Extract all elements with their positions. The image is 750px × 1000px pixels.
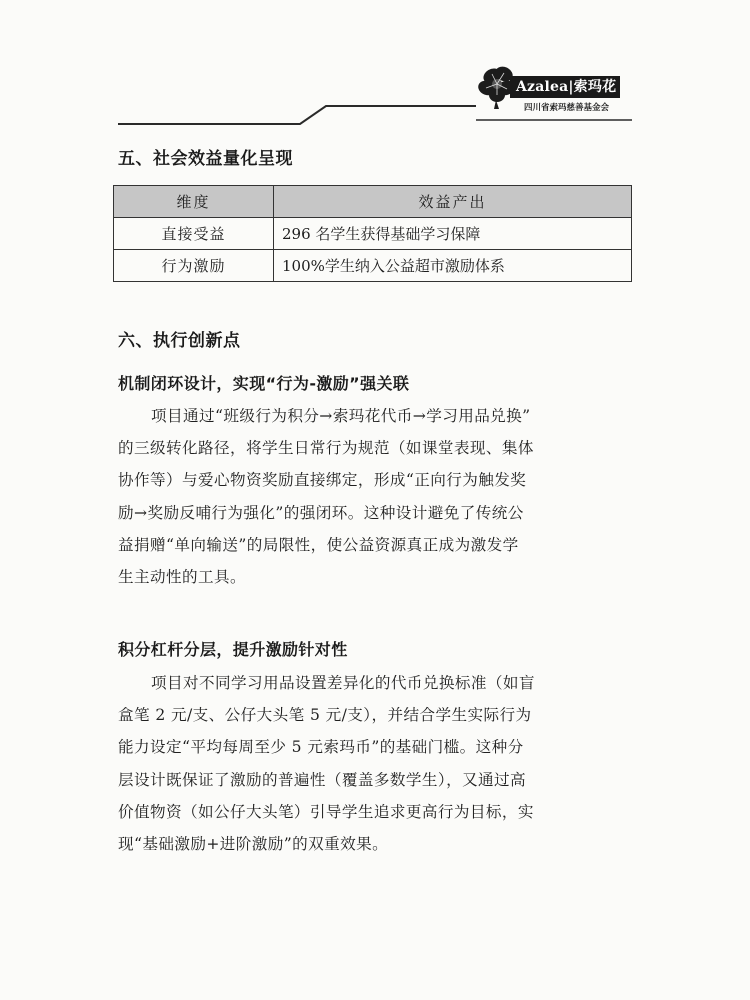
table-cell-output: 100%学生纳入公益超市激励体系: [274, 250, 632, 282]
section-6-heading: 六、执行创新点: [118, 331, 241, 351]
table-cell-output: 296 名学生获得基础学习保障: [274, 218, 632, 250]
point-1-title: 机制闭环设计，实现“行为-激励”强关联: [118, 374, 410, 393]
table-row: [114, 218, 632, 250]
point-1-paragraph: [118, 400, 638, 593]
header-divider-line: [0, 0, 750, 130]
table-cell-dimension: 行为激励: [114, 250, 274, 282]
paragraph-line: 协作等）与爱心物资奖励直接绑定，形成“正向行为触发奖: [118, 471, 527, 490]
paragraph-line: 现“基础激励+进阶激励”的双重效果。: [118, 835, 389, 854]
foundation-logo: [476, 62, 628, 120]
paragraph-line: 价值物资（如公仔大头笔）引导学生追求更高行为目标，实: [118, 802, 534, 821]
point-2-paragraph: [118, 667, 638, 860]
brand-name: Azalea|索玛花: [510, 76, 620, 98]
paragraph-line: 层设计既保证了激励的普遍性（覆盖多数学生），又通过高: [118, 770, 527, 789]
paragraph-line: 益捐赠“单向输送”的局限性，使公益资源真正成为激发学: [118, 535, 519, 554]
column-header-dimension: 维度: [114, 186, 274, 218]
paragraph-line: 盒笔 2 元/支、公仔大头笔 5 元/支），并结合学生实际行为: [118, 706, 532, 725]
table-cell-dimension: 直接受益: [114, 218, 274, 250]
table-header-row: [114, 186, 632, 218]
column-header-output: 效益产出: [274, 186, 632, 218]
point-2-title: 积分杠杆分层，提升激励针对性: [118, 640, 348, 659]
paragraph-line: 生主动性的工具。: [118, 568, 246, 587]
paragraph-line: 项目通过“班级行为积分→索玛花代币→学习用品兑换”: [151, 407, 531, 425]
table-row: [114, 250, 632, 282]
paragraph-line: 能力设定“平均每周至少 5 元索玛币”的基础门槛。这种分: [118, 738, 524, 757]
section-5-heading: 五、社会效益量化呈现: [118, 149, 293, 169]
foundation-name: 四川省索玛慈善基金会: [524, 103, 610, 113]
paragraph-line: 励→奖励反哺行为强化”的强闭环。这种设计避免了传统公: [118, 503, 524, 522]
paragraph-line: 项目对不同学习用品设置差异化的代币兑换标准（如盲: [151, 674, 535, 692]
paragraph-line: 的三级转化路径，将学生日常行为规范（如课堂表现、集体: [118, 439, 534, 458]
benefit-table: [113, 185, 632, 282]
